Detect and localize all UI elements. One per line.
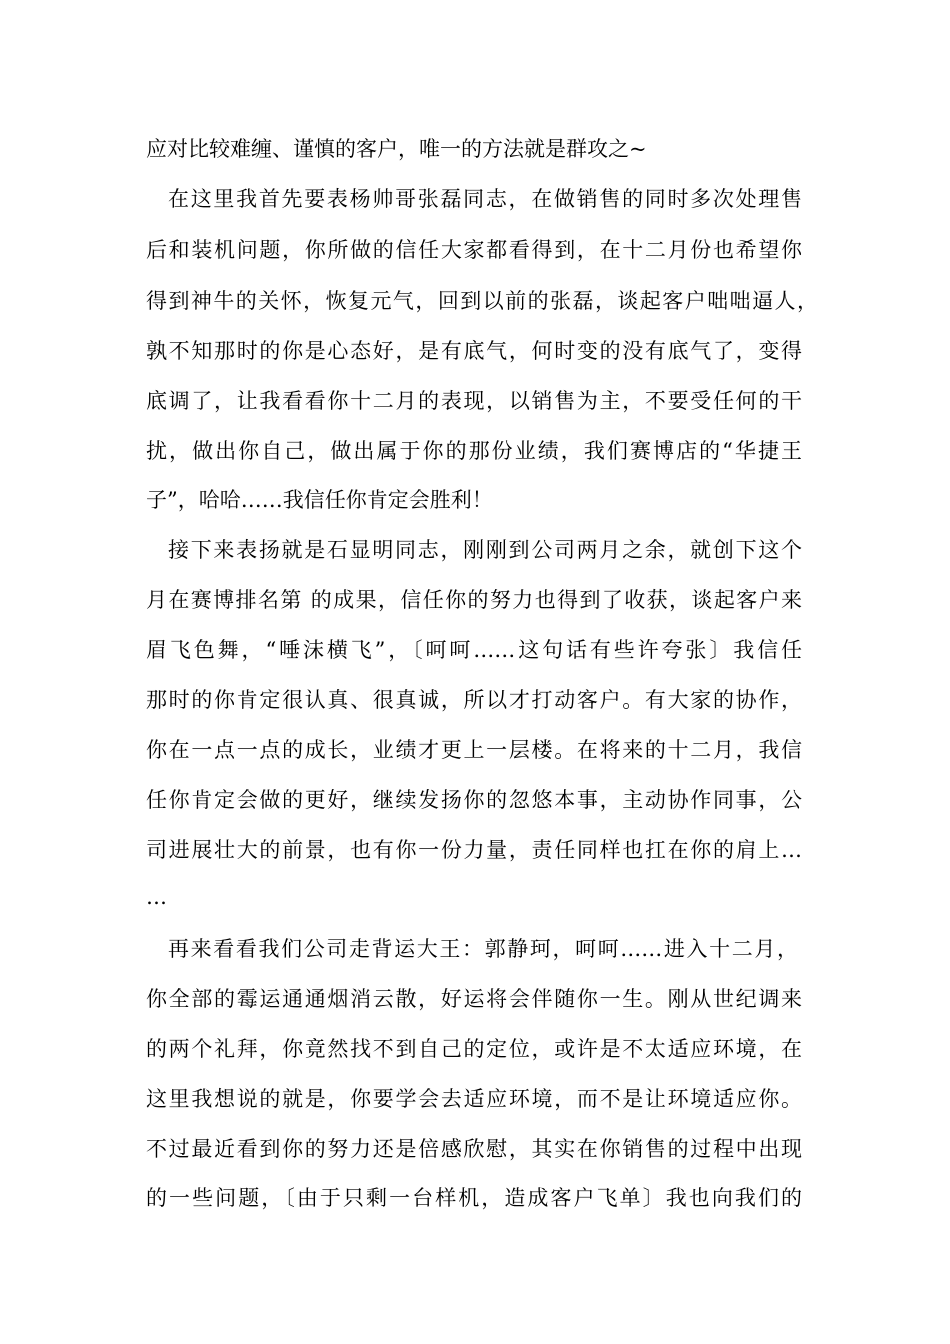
line-text: 月在赛博排名第 的成果，信任你的努力也得到了收获，谈起客户来 [146, 588, 802, 612]
text-line [0, 872, 950, 922]
line-text: 后和装机问题，你所做的信任大家都看得到，在十二月份也希望你 [146, 238, 802, 262]
line-text: 的两个礼拜，你竟然找不到自己的定位，或许是不太适应环境，在 [146, 1037, 802, 1061]
text-line [146, 625, 802, 675]
text-line [0, 124, 950, 174]
text-line [168, 174, 802, 224]
text-line [146, 326, 802, 376]
text-line [146, 725, 802, 775]
text-line [168, 525, 802, 575]
line-text: 孰不知那时的你是心态好，是有底气，何时变的没有底气了，变得 [146, 339, 802, 363]
text-line [146, 426, 802, 476]
text-line [146, 575, 802, 625]
text-line [146, 1173, 802, 1223]
line-text: 应对比较难缠、谨慎的客户，唯一的方法就是群攻之~ [146, 137, 647, 161]
text-line [146, 825, 802, 875]
text-line [146, 1024, 802, 1074]
text-line [146, 276, 818, 326]
text-line [146, 775, 802, 825]
text-line [146, 376, 802, 426]
line-text: … [146, 885, 167, 909]
text-line [146, 974, 802, 1024]
text-line [146, 1074, 802, 1124]
text-line [146, 225, 802, 275]
line-text: 眉飞色舞，“唾沫横飞”，〔呵呵……这句话有些许夸张〕我信任 [146, 638, 802, 662]
line-text: 在这里我首先要表杨帅哥张磊同志，在做销售的同时多次处理售 [168, 187, 802, 211]
text-line [0, 475, 950, 525]
line-text: 扰，做出你自己，做出属于你的那份业绩，我们赛博店的“华捷王 [146, 439, 802, 463]
line-text: 你全部的霉运通通烟消云散，好运将会伴随你一生。刚从世纪调来 [146, 987, 802, 1011]
line-text: 那时的你肯定很认真、很真诚，所以才打动客户。有大家的协作， [146, 688, 802, 712]
text-line [146, 675, 802, 725]
line-text: 这里我想说的就是，你要学会去适应环境，而不是让环境适应你。 [146, 1087, 802, 1111]
line-text: 的一些问题，〔由于只剩一台样机，造成客户飞单〕我也向我们的 [146, 1186, 802, 1210]
line-text: 接下来表扬就是石显明同志，刚刚到公司两月之余，就创下这个 [168, 538, 802, 562]
text-line [146, 1124, 802, 1174]
line-text: 子”，哈哈……我信任你肯定会胜利！ [146, 488, 493, 512]
line-text: 司进展壮大的前景，也有你一份力量，责任同样也扛在你的肩上… [146, 838, 802, 862]
line-text: 不过最近看到你的努力还是倍感欣慰，其实在你销售的过程中出现 [146, 1137, 802, 1161]
line-text: 你在一点一点的成长，业绩才更上一层楼。在将来的十二月，我信 [146, 738, 802, 762]
line-text: 底调了，让我看看你十二月的表现，以销售为主，不要受任何的干 [146, 389, 802, 413]
line-text: 得到神牛的关怀，恢复元气，回到以前的张磊，谈起客户咄咄逼人， [146, 289, 818, 313]
text-line [168, 924, 798, 974]
line-text: 任你肯定会做的更好，继续发扬你的忽悠本事，主动协作同事，公 [146, 788, 802, 812]
line-text: 再来看看我们公司走背运大王：郭静珂，呵呵……进入十二月， [168, 937, 798, 961]
